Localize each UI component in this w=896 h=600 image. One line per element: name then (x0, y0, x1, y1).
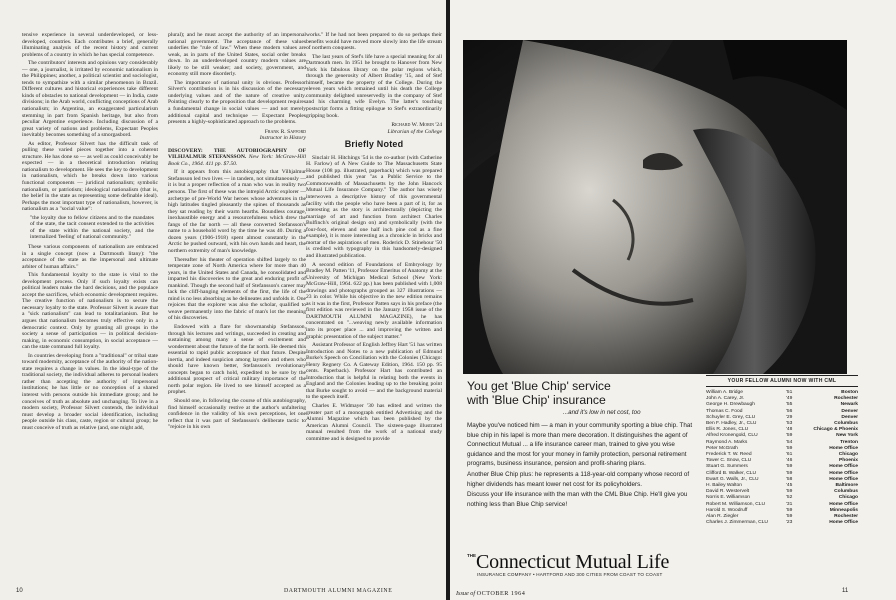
alumni-city: Trenton (840, 439, 858, 445)
man-on-phone-illustration (463, 40, 847, 374)
alumni-name: Alfred Kronengold, CLU (706, 433, 758, 439)
alumni-name: Charles J. Zimmerman, CLU (706, 520, 768, 526)
reviewer-name: Richard W. Morin '24 (391, 122, 442, 129)
paragraph: Assistant Professor of English Jeffrey Hart '51 has written Introduction and Notes to a new publication of Edmund Burke's Speech on Conciliation with the Colonies (Chicago: Henry Regnery Co. A Gateway Edition, 1964. 150 pp. 95 cents. Paperback). Professor Hart has contributed an Introduction that is helpful in relating both the events in England and the Colonies leading up to the breaking point that Burke sought to avoid — and the background material to the speech itself. (306, 342, 442, 401)
alumni-city: Chicago & Phoenix (813, 427, 858, 433)
ad-paragraph: Discuss your life insurance with the man with the CML Blue Chip. He'll give you nothing less than Blue Chip service! (467, 491, 688, 508)
paragraph: Sinclair H. Hitchings '54 is the co-author (with Catherine H. Farlow) of A New Guide to The Massachusetts State House (108 pp. illustrated, paperback) which was prepared and published this year "as a Public Service to the Commonwealth of Massachusetts by the John Hancock Mutual Life Insurance Company." The author has wisely interwoven a descriptive history of this governmental facility with the people who have been a part of it, for as interesting as the story is architecturally (depicting the marriage of art and function from architect Charles Bulfinch's original design on) and symbolically (with the four-foot, eleven and one half inch pine cod as a fine example), it is more interesting as a chronicle in bricks and mortar of the aspirations of men. Roderick D. Stinehour '50 is credited with typography in this handsomely-designed and illustrated publication. (306, 154, 442, 259)
alumni-year: '59 (786, 514, 793, 520)
paragraph: Charles E. Widmayer '30 has edited and written the greater part of a monograph entitled Advertising and the Alumni Magazine which has been published by the American Alumni Council. The sixteen-page illustrated manual resulted from the work of a national study committee and is designed to provide (306, 402, 442, 442)
alumni-name: William A. Bridge (706, 390, 743, 395)
alumni-name: H. Bailey Walton (706, 483, 742, 489)
company-logo: Connecticut Mutual Life (476, 551, 670, 573)
alumni-year: '59 (786, 470, 793, 476)
review-publication: New York: McGraw-Hill Book Co., 1964. 411 pp. $7.50. (168, 154, 306, 167)
alumni-year: '31 (786, 501, 793, 507)
paragraph: Endowed with a flare for showmanship Stefansson, through his lectures and writings, succeeded in creating and sustaining among many a sense of excitement and wonderment about the future of the far north. He deemed this essential to rapid public acceptance of that future. Despite inertia, and indeed suspicion among laymen and others who should have known better, Stefansson's revolutionary concepts began to catch hold, expedited to be sure by the additional prospect of critical military importance of the north polar region. He lived to see himself accepted as a prophet. (168, 323, 306, 396)
alumni-city: Home Office (829, 464, 858, 470)
ad-paragraph: Another Blue Chip plus: he represents a 118-year-old company whose record of higher dividends has meant lower net cost for its policyholders. (467, 470, 690, 488)
paragraph: Thereafter his theater of operation shifted largely to the temperate zone of North America where for more than 40 years, in the United States and Canada, he consolidated and imparted his discoveries to the great and enduring profit of mankind. Though the second half of Stefansson's career may lack the cliff-hanging elements of the first, the life of the mind is no less absorbing as he delineates and unfolds it. One rejoices that the explorer was also the scholar, qualified to weave permanently into the fabric of man's lot the meaning of his discoveries. (168, 256, 306, 322)
reviewer-name: Frank R. Safford (264, 128, 306, 135)
alumni-name: John A. Carey, Jr. (706, 396, 745, 402)
paragraph: Should one, in following the course of this autobiography, find himself occasionally restive at the author's unfaltering confidence in the validity of his own perceptions, let one reflect that it was part of Stefansson's deliberate tactic to "rejoice in his own (168, 397, 306, 431)
page-number: 11 (842, 588, 849, 594)
alumni-city: New York (836, 433, 858, 439)
alumni-name: Peter McGrath (706, 445, 738, 451)
alumni-city: Denver (841, 414, 858, 420)
page-number: 10 (16, 588, 23, 594)
alumni-list-box (706, 375, 858, 583)
alumni-year: '59 (786, 489, 793, 495)
alumni-year: '59 (786, 507, 793, 513)
paragraph: The contributors' interests and opinions vary considerably — one, a journalist, is irritated by economic nationalism in the Philippines; another, a political scientist and sociologist, tends to sympathize with a similar phenomenon in Brazil. Different cultures and historical experiences take different kinds of obstacles to national development — in India, caste divisions; in the Arab world, conflicting conceptions of Arab nationalism; in Argentina, an exaggerated particularism stemming in part from Spanish heritage, but also from peculiar Argentine experience. Including discussion of a great variety of nations and problems, Expectant Peoples inevitably becomes something of a smorgasbord. (22, 60, 158, 139)
alumni-name: Harold S. Woodruff (706, 507, 748, 513)
alumni-city: Denver (841, 408, 858, 414)
paragraph: In countries developing from a "traditional" or tribal state toward modernity, acceptance of the authority of the nation-state requires a change in values. In the ideal-type of the traditional society, the individual adheres to personal leaders rather than accepting the authority of impersonal institutions; he has little or no conception of a shared interest with persons outside his immediate group; and he conceives of truth as absolute and unchanging. To live in a modern society, Professor Silvert contends, the individual must develop a broader social identification, including people outside his class, caste, region or cultural group; he must conceive of truth as relative (and, one might add, (22, 352, 158, 431)
alumni-year: '54 (786, 439, 793, 445)
logo-prefix: THE (467, 553, 476, 558)
alumni-year: '53 (786, 421, 793, 427)
alumni-year: '59 (786, 464, 793, 470)
alumni-name: Clifford B. Walker, CLU (706, 470, 757, 476)
ad-headline-line: You get 'Blue Chip' service (467, 379, 611, 393)
block-quote: "the loyalty due to fellow citizens and to the mandates of the state, the tacit consent extended to the activities of the state within the national society, and the internalized 'feeling' of national community." (30, 214, 154, 241)
alumni-city: Rochester (834, 396, 858, 402)
alumni-year: '49 (786, 396, 793, 402)
column-1 (22, 32, 158, 570)
alumni-city: Home Office (829, 520, 858, 526)
paragraph: plural); and he must accept the authority of an impersonal national government. The acceptance of these values underlies the "rule of law." When these modern values are weak, as in parts of the United States, social order breaks down. In an underdeveloped country modern values are likely to be still weaker; and society, government, and economy still more disorderly. (168, 32, 306, 78)
alumni-year: '29 (786, 414, 793, 420)
alumni-year: '45 (786, 483, 793, 489)
alumni-city: Phoenix (838, 458, 858, 464)
alumni-city: Columbus (834, 489, 858, 495)
alumni-year: '58 (786, 476, 793, 482)
alumni-list (706, 390, 858, 526)
alumni-year: '51 (786, 390, 793, 395)
paragraph: If it appears from this autobiography that Vilhjalmur Stefansson led two lives — in tandem, not simultaneously — it is but a proper reflection of a man who was in reality two persons. The first of these was the intrepid Arctic explorer — archetype of pre-World War heroes whose adventures in the high latitudes tingled pleasantly the spines of thousands as they sat reading by their warm hearths. Boundless courage, inexhaustible energy and a resourcefulness which drew the fangs of the far north — all these converted Stefansson's name to a household word by the time he was 40. During a dozen years (1906-1918) spent almost constantly in the Arctic he pushed outward, with his own hands and heart, the northern extremity of man's knowledge. (168, 169, 306, 254)
paragraph: This fundamental loyalty to the state is vital to the development process. Only if such loyalty exists can political leaders make the hard decisions, and the populace accept the sacrifices, which economic development requires. The creative function of nationalism is to secure the necessary loyalty to the state. Professor Silvert is aware that a "sick nationalism" can lead to totalitarianism. But he argues that nationalism becomes truly effective only in a democratic context. Only by granting all groups in the society a sense of participation — in political decision-making, in economic consumption, in social acceptance — can the state command full loyalty. (22, 272, 158, 351)
alumni-name: Tower C. Snow, CLU (706, 458, 752, 464)
reviewer-title: Librarian of the College (387, 128, 442, 135)
paragraph: tensive experience in several underdeveloped, or less-developed, countries. Each contributes a brief, generally illuminating analysis of the recent history and current problems of a country in which he has special competence. (22, 32, 158, 58)
section-heading: Briefly Noted (344, 139, 404, 150)
review-heading (168, 148, 306, 168)
issue-prefix: Issue of (456, 590, 476, 597)
alumni-name: Ewart G. Walls, Jr., CLU (706, 476, 759, 482)
paragraph: The last years of Stef's life have a special meaning for all Dartmouth men. In 1951 he brought to Hanover from New York his fabulous library on the polar regions which, through the generosity of Albert Bradley '15, and of Stef himself, became the property of the College. During the eleven years which remained until his death the College community delighted unreservedly in the company of Stef and his charming wife Evelyn. The latter's touching postscript forms a fitting epilogue to Stef's extraordinarily gripping book. (306, 53, 442, 119)
column-2 (168, 32, 306, 570)
alumni-name: Ben F. Hadley, Jr., CLU (706, 421, 757, 427)
issue-month: OCTOBER 1964 (476, 590, 526, 597)
ad-body (467, 421, 699, 510)
alumni-name: Robert M. Williamson, CLU (706, 501, 765, 507)
alumni-row (706, 520, 858, 526)
alumni-year: '46 (786, 458, 793, 464)
alumni-name: Stuart G. Summers (706, 464, 748, 470)
alumni-name: David R. Westervelt (706, 489, 750, 495)
alumni-city: Rochester (834, 514, 858, 520)
issue-line (456, 590, 525, 597)
alumni-name: Raymond A. Marks (706, 439, 748, 445)
alumni-name: Ellis R. Jones, CLU (706, 427, 749, 433)
alumni-city: Columbus (834, 421, 858, 427)
ad-photo (463, 40, 847, 374)
alumni-year: '59 (786, 433, 793, 439)
paragraph: The importance of national unity is obvious. Professor Silvert's contribution is in his discussion of the necessary underlying values and of the nature of creative unity. Pointing clearly to the proposition that development requires a fundamental change in social values — and not merely additional capital and technique — Expectant Peoples presents a highly-sophisticated approach to the problems. (168, 79, 306, 126)
alumni-city: Chicago (838, 495, 858, 501)
alumni-city: Baltimore (835, 483, 858, 489)
alumni-city: Minneapolis (829, 507, 858, 513)
alumni-city: Home Office (829, 501, 858, 507)
company-tagline: INSURANCE COMPANY • HARTFORD AND 300 CITIES FROM COAST TO COAST (477, 572, 663, 577)
alumni-year: '52 (786, 495, 793, 501)
alumni-year: '61 (786, 452, 793, 458)
ad-subline: ...and it's low in net cost, too (563, 409, 641, 416)
alumni-city: Boston (841, 390, 858, 395)
paragraph: works." If he had not been prepared to do so perhaps their benefits would have moved more slowly into the life stream of northern conquests. (306, 32, 442, 52)
alumni-name: Frederick T. W. Reed (706, 452, 752, 458)
alumni-city: Newark (840, 402, 858, 408)
left-page (0, 0, 446, 600)
ad-headline-line: with 'Blue Chip' insurance (467, 392, 606, 407)
column-3 (306, 32, 442, 570)
alumni-year: '59 (786, 445, 793, 451)
reviewer-title: Instructor in History (259, 135, 306, 142)
alumni-city: Home Office (829, 445, 858, 451)
running-head: DARTMOUTH ALUMNI MAGAZINE (284, 588, 393, 594)
alumni-year: '48 (786, 427, 793, 433)
alumni-year: '56 (786, 408, 793, 414)
alumni-city: Home Office (829, 470, 858, 476)
alumni-name: Alan R. Ziegler (706, 514, 739, 520)
alumni-name: George H. Drewbaugh (706, 402, 755, 408)
alumni-name: Thomas C. Food (706, 408, 743, 414)
alumni-year: '23 (786, 520, 793, 526)
paragraph: These various components of nationalism are embraced in a single concept (now a Dartmouth litany): "the acceptance of the state as the impersonal and ultimate arbiter of human affairs." (22, 243, 158, 270)
alumni-list-title: YOUR FELLOW ALUMNI NOW WITH CML (706, 375, 858, 387)
review-title: DISCOVERY: THE AUTOBIOGRAPHY OF VILHJALMUR STEFANSSON. (168, 147, 306, 161)
alumni-name: Schuyler E. Grey, CLU (706, 414, 756, 420)
alumni-city: Chicago (838, 452, 858, 458)
ad-paragraph: Maybe you've noticed him — a man in your community sporting a blue chip. That blue chip in his lapel is more than mere decoration. It distinguishes the agent of Connecticut Mutual ... a life insurance career man, trained to give you wise guidance and the most for your money in family protection, personal retirement programs, business insurance, pension and profit-sharing plans. (467, 422, 693, 468)
paragraph: As editor, Professor Silvert has the difficult task of pulling these varied pieces together into a coherent structure. He has done so — as well as could conceivably be expected — in a theoretical introduction relating nationalism to development. He sees the key to development in nationalism, which he breaks down into various functional components — juridical nationalism; symbolic nationalism, or patriotism; ideological nationalism (that is, the belief in the state as representing some definable ideal). Perhaps the most important type of nationalism, however, is nationalism as a "social value": (22, 140, 158, 213)
alumni-name: Norris E. Williamson (706, 495, 751, 501)
alumni-city: Home Office (829, 476, 858, 482)
alumni-year: '55 (786, 402, 793, 408)
paragraph: A second edition of Foundations of Embryology by Bradley M. Patten '11, Professor Emeritus of Anatomy at the University of Michigan Medical School (New York: McGraw-Hill, 1964. 622 pp.) has been published with 1,008 drawings and photographs grouped as 327 illustrations — 23 in color. While his objective in the new edition remains as it was in the first, Professor Patten says in his preface (the first edition was reviewed in the January 1958 issue of the DARTMOUTH ALUMNI MAGAZINE), he has concentrated on "...weaving newly available information into its proper place ... and improving the written and graphic presentation of the subject matter." (306, 261, 442, 340)
